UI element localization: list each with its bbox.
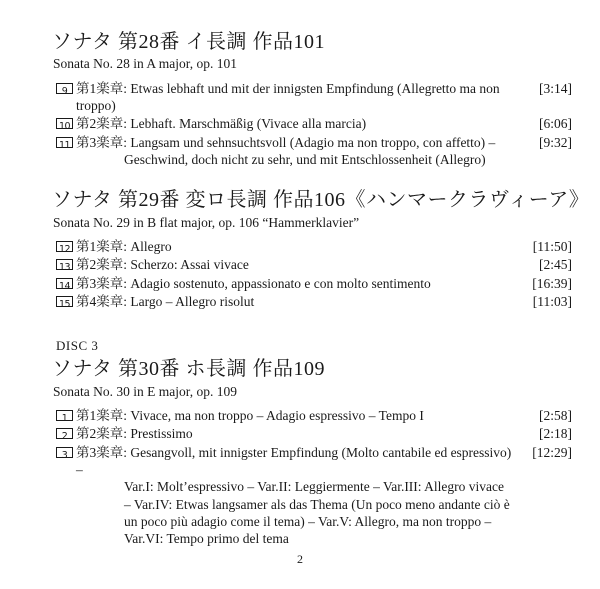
work-title-japanese: ソナタ 第29番 変ロ長調 作品106《ハンマークラヴィーア》 [52,189,590,212]
track-number: 10 [56,118,73,129]
work-block-sonata-29 [52,188,590,310]
track-title: 第2楽章: Scherzo: Assai vivace [76,257,249,273]
track-number: 3 [56,447,73,458]
track-row [56,256,572,273]
disc-label: DISC 3 [56,338,99,354]
track-duration: [11:03] [532,294,572,309]
track-row [56,134,572,169]
track-duration: [12:29] [532,444,572,460]
spacer [52,312,572,338]
track-number: 9 [56,83,73,94]
track-list [56,80,572,168]
track-duration: [9:32] [539,134,572,150]
track-row [56,275,572,292]
track-title: 第2楽章: Lebhaft. Marschmäßig (Vivace alla marcia) [76,116,367,132]
track-title: 第3楽章: Gesangvoll, mit innigster Empfindung (Molto cantabile ed espressivo) – Var.I: Molt’espressivo – Var.II: Leggiermente – Var.III: Allegro vivace – Var.IV: Etwas langsamer als das Thema (Un poco meno andante ciò è un poco più adagio come il tema) – Var.V: Allegro, ma non troppo – Var.VI: Tempo primo del tema [76,444,520,548]
track-title: 第1楽章: Etwas lebhaft und mit der innigsten Empfindung (Allegretto ma non troppo) [76,80,500,114]
page-number: 2 [297,552,303,566]
spacer [52,170,572,188]
track-duration: [2:45] [539,257,572,273]
track-row [56,80,572,115]
work-block-sonata-28 [52,30,572,168]
track-duration: [16:39] [532,275,572,291]
track-number: 2 [56,428,73,439]
work-title-japanese: ソナタ 第28番 イ長調 作品101 [52,31,325,53]
track-duration: [3:14] [539,80,572,96]
track-row [56,238,572,255]
track-title: 第1楽章: Vivace, ma non troppo – Adagio espressivo – Tempo I [76,408,424,424]
track-row [56,425,572,442]
track-number: 1 [56,410,73,421]
work-title-english: Sonata No. 28 in A major, op. 101 [53,56,237,72]
track-number: 11 [56,137,73,148]
track-duration: [6:06] [539,116,572,132]
track-duration: [11:50] [532,239,572,255]
track-row [56,293,572,310]
track-title: 第2楽章: Prestissimo [76,426,193,442]
track-title: 第1楽章: Allegro [76,239,172,255]
work-block-sonata-30 [52,357,572,547]
track-row [56,115,572,132]
work-title-english: Sonata No. 29 in B flat major, op. 106 “Hammerklavier” [53,214,360,230]
track-row [56,407,572,424]
track-title: 第4楽章: Largo – Allegro risolut [76,294,255,309]
track-title: 第3楽章: Langsam und sehnsuchtsvoll (Adagio ma non troppo, con affetto) – Geschwind, doch nicht zu sehr, und mit Entschlossenheit (Allegro) [76,134,520,169]
track-number: 13 [56,259,73,270]
track-list [56,238,572,310]
track-title-continuation: Geschwind, doch nicht zu sehr, und mit Entschlossenheit (Allegro) [124,152,486,167]
track-title: 第3楽章: Adagio sostenuto, appassionato e con molto sentimento [76,275,431,291]
track-list [56,407,572,547]
track-duration: [2:58] [539,408,572,424]
track-title-continuation: Var.I: Molt’espressivo – Var.II: Leggiermente – Var.III: Allegro vivace – Var.IV: Etwas langsamer als das Thema (Un poco meno andante ciò è un poco più adagio come il tema) – Var.V: Allegro, ma non troppo – Var.VI: Tempo primo del tema [124,479,510,547]
track-number: 14 [56,278,73,289]
track-number: 15 [56,296,73,307]
work-title-english: Sonata No. 30 in E major, op. 109 [53,383,237,399]
track-duration: [2:18] [539,426,572,442]
work-title-japanese: ソナタ 第30番 ホ長調 作品109 [52,358,325,381]
track-row [56,444,572,548]
track-number: 12 [56,241,73,252]
